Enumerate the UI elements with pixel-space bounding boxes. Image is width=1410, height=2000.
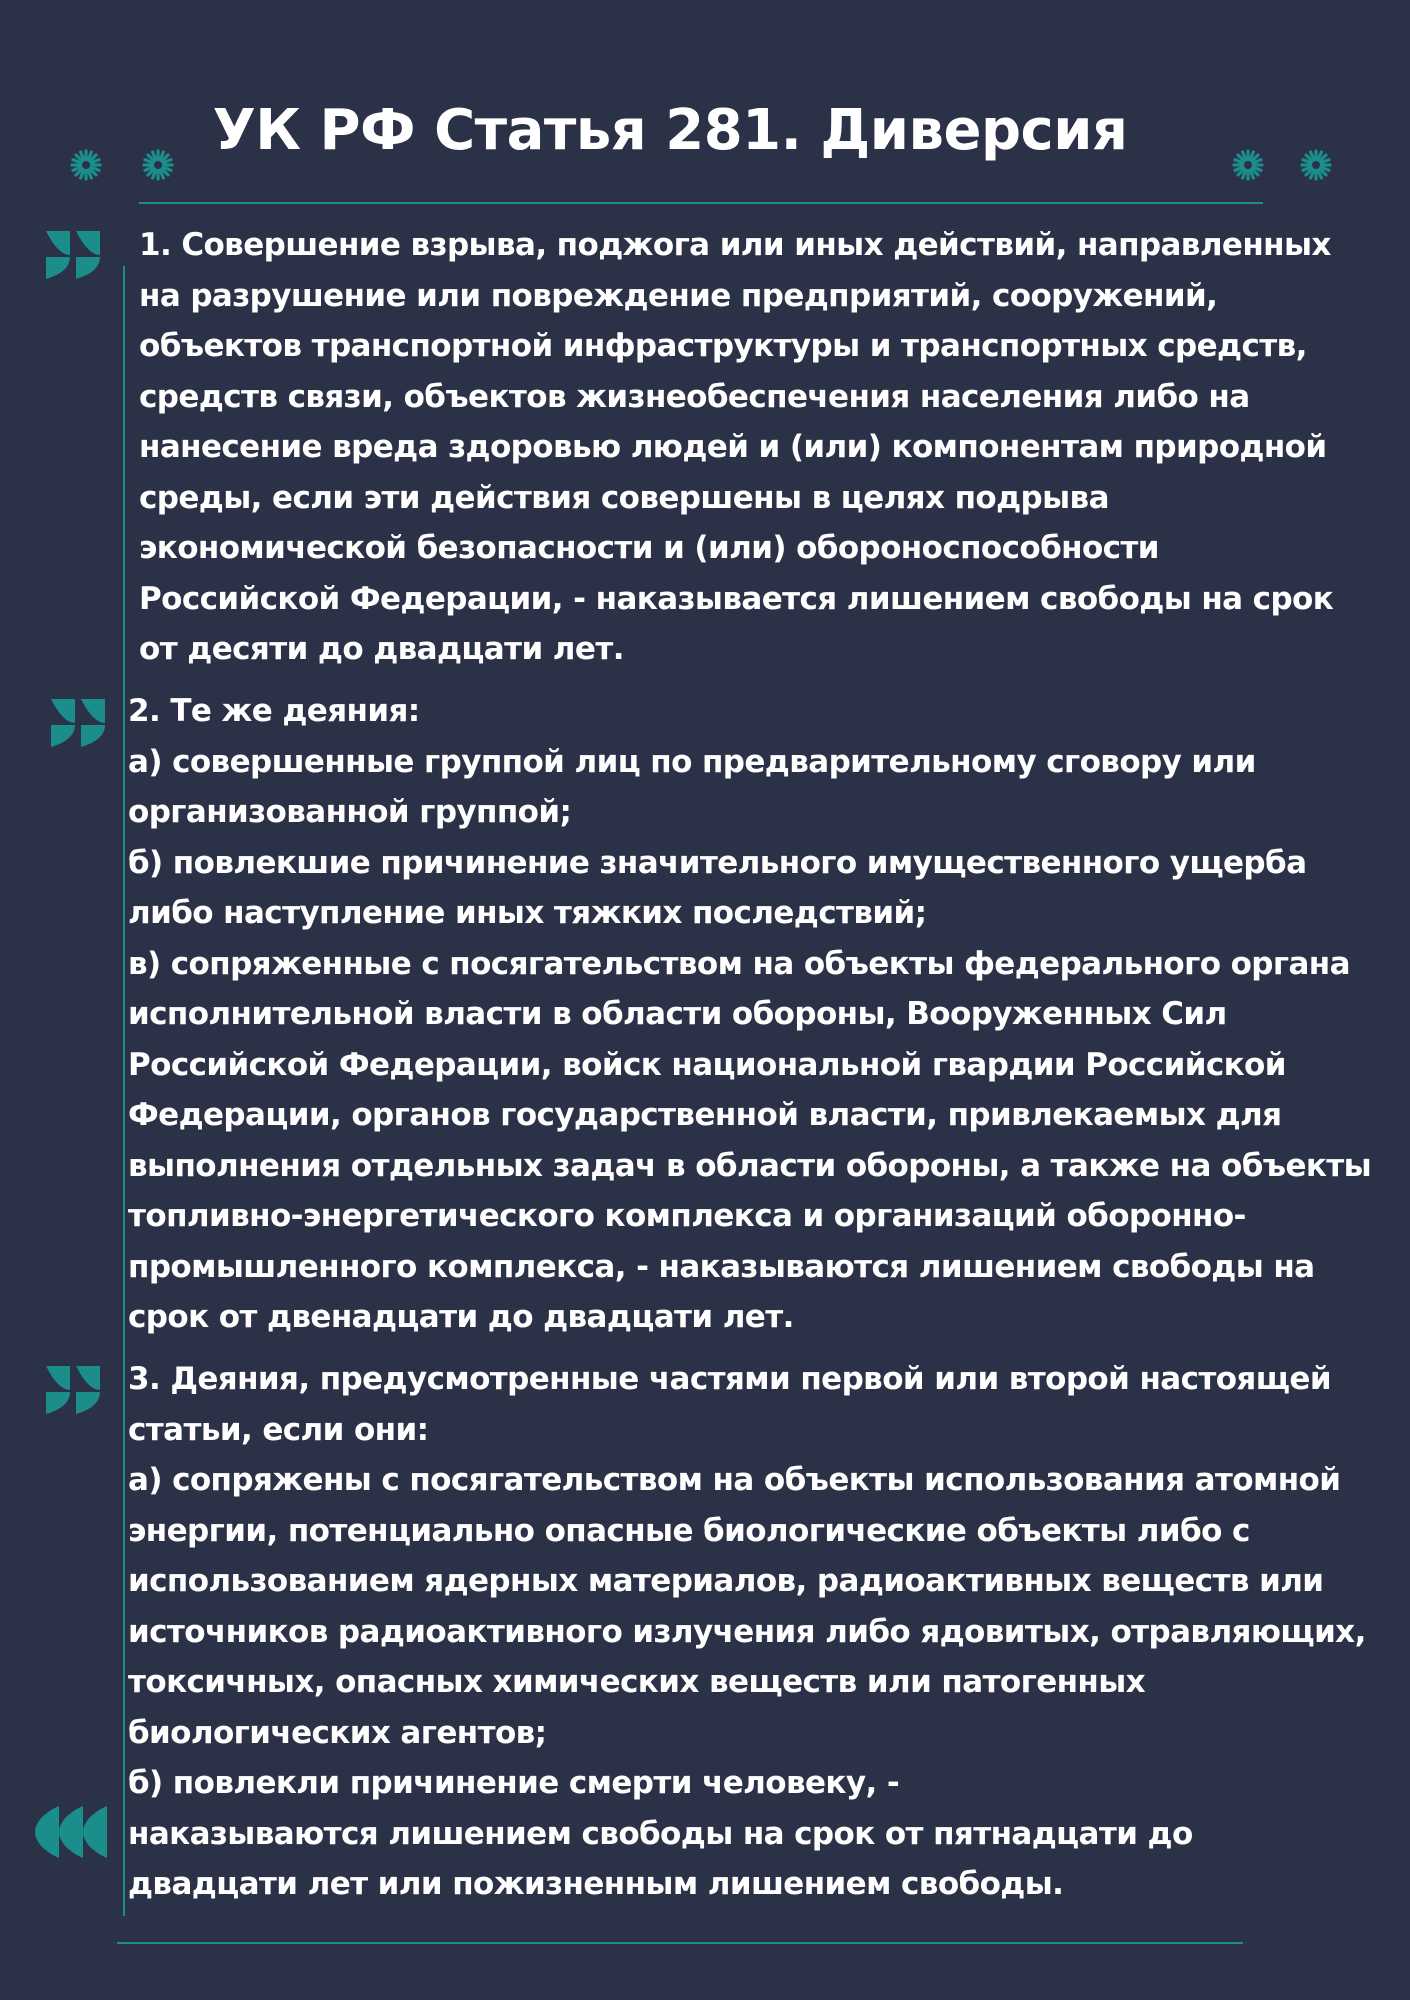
text-line: использованием ядерных материалов, радиоактивных веществ или — [128, 1563, 1324, 1599]
text-line: энергии, потенциально опасные биологические объекты либо с — [128, 1512, 1250, 1549]
text-line: 1. Совершение взрыва, поджога или иных действий, направленных — [139, 227, 1331, 263]
star-icon — [1231, 148, 1265, 182]
text-line: Российской Федерации, - наказывается лишением свободы на срок — [139, 580, 1334, 617]
text-line: топливно-энергетического комплекса и организаций оборонно- — [128, 1198, 1246, 1234]
text-line: на разрушение или повреждение предприятий, сооружений, — [139, 277, 1218, 314]
title-divider — [139, 202, 1263, 204]
text-line: либо наступление иных тяжких последствий; — [128, 895, 927, 931]
text-line: наказываются лишением свободы на срок от пятнадцати до — [128, 1815, 1193, 1852]
text-line: срок от двенадцати до двадцати лет. — [128, 1299, 794, 1335]
text-line: нанесение вреда здоровью людей и (или) компонентам природной — [139, 429, 1327, 465]
page-title: УК РФ Статья 281. Диверсия — [212, 98, 1128, 163]
text-line: экономической безопасности и (или) обороноспособности — [139, 530, 1159, 566]
text-line: статьи, если они: — [128, 1411, 429, 1448]
article-part-2 — [128, 686, 1371, 1343]
text-line: а) сопряжены с посягательством на объекты использования атомной — [128, 1462, 1341, 1498]
text-line: токсичных, опасных химических веществ или патогенных — [128, 1664, 1146, 1700]
text-line: Российской Федерации, войск национальной гвардии Российской — [128, 1046, 1286, 1083]
opening-quote-icon — [48, 696, 108, 750]
text-line: промышленного комплекса, - наказываются лишением свободы на — [128, 1248, 1315, 1285]
text-line: от десяти до двадцати лет. — [139, 631, 624, 667]
star-icon — [69, 148, 103, 182]
text-line: выполнения отдельных задач в области обороны, а также на объекты — [128, 1147, 1372, 1184]
text-line: биологических агентов; — [128, 1714, 547, 1751]
text-line: среды, если эти действия совершены в целях подрыва — [139, 479, 1109, 516]
text-line: б) повлекшие причинение значительного имущественного ущерба — [128, 844, 1307, 881]
text-line: средств связи, объектов жизнеобеспечения населения либо на — [139, 378, 1250, 415]
closing-quote-icon — [33, 1804, 117, 1860]
star-icon — [1299, 148, 1333, 182]
text-line: а) совершенные группой лиц по предварительному сговору или — [128, 743, 1256, 780]
opening-quote-icon — [43, 228, 103, 282]
star-icon — [141, 148, 175, 182]
opening-quote-icon — [43, 1363, 103, 1417]
text-line: объектов транспортной инфраструктуры и транспортных средств, — [139, 328, 1307, 364]
bottom-divider — [117, 1942, 1243, 1944]
text-line: в) сопряженные с посягательством на объекты федерального органа — [128, 945, 1350, 982]
text-line: организованной группой; — [128, 794, 572, 830]
article-part-3 — [128, 1354, 1366, 1910]
text-line: б) повлекли причинение смерти человеку, - — [128, 1765, 900, 1801]
text-line: исполнительной власти в области обороны, Вооруженных Сил — [128, 996, 1227, 1032]
text-line: Федерации, органов государственной власти, привлекаемых для — [128, 1097, 1282, 1133]
text-line: 3. Деяния, предусмотренные частями первой или второй настоящей — [128, 1361, 1331, 1397]
text-line: двадцати лет или пожизненным лишением свободы. — [128, 1866, 1064, 1902]
text-line: источников радиоактивного излучения либо ядовитых, отравляющих, — [128, 1613, 1366, 1650]
article-part-1 — [139, 220, 1333, 675]
content-side-rule — [123, 266, 125, 1916]
text-line: 2. Те же деяния: — [128, 693, 420, 729]
